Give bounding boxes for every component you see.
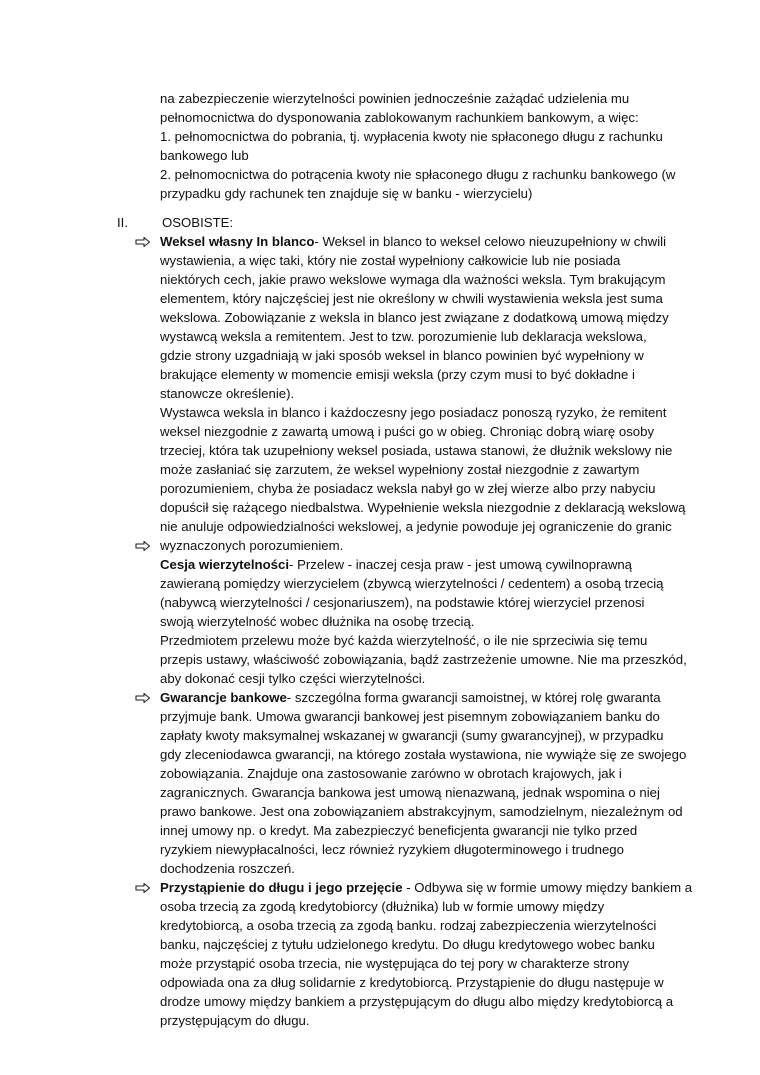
bullet-line: może przystąpić osoba trzecia, nie występująca do tej pory w charakterze strony: [160, 956, 630, 971]
bullet-line: wystawienia, a więc taki, który nie został wypełniony całkowicie lub nie posiada: [160, 253, 621, 268]
bullet-first-rest: - szczególna forma gwarancji samoistnej, w której rolę gwaranta: [286, 690, 661, 705]
bullet-first-rest: - Przelew - inaczej cesja praw - jest umową cywilnoprawną: [289, 557, 633, 572]
bullet-line: dochodzenia roszczeń.: [160, 861, 295, 876]
bullet-line: aby dokonać cesji tylko części wierzytelności.: [160, 671, 426, 686]
bullet-first-rest: - Odbywa się w formie umowy między bankiem a: [402, 880, 693, 895]
bullet-first-rest: - Weksel in blanco to weksel celowo nieuzupełniony w chwili: [314, 234, 666, 249]
bullet-line: dopuścił się rażącego niedbalstwa. Wypełnienie weksla niezgodnie z deklaracją wekslową: [160, 500, 686, 515]
bullet-line: banku, najczęściej z tytułu udzielonego kredytu. Do długu kredytowego wobec banku: [160, 937, 655, 952]
arrow-right-icon: [135, 882, 151, 894]
bullet-line: niektórych cech, jakie prawo wekslowe wymaga dla ważności weksla. Tym brakującym: [160, 272, 666, 287]
bullet-line: zawieraną pomiędzy wierzycielem (zbywcą wierzytelności / cedentem) a osobą trzecią: [160, 576, 664, 591]
bullet-line: prawo bankowe. Jest ona zobowiązaniem abstrakcyjnym, samodzielnym, niezależnym od: [160, 804, 683, 819]
bullet-first-line: [160, 688, 661, 707]
bullet-line: porozumieniem, chyba że posiadacz weksla nabył go w złej wierze albo przy nabyciu: [160, 481, 656, 496]
intro-line: przypadku gdy rachunek ten znajduje się w banku - wierzycielu): [160, 186, 533, 201]
bullet-term: Cesja wierzytelności: [160, 557, 290, 572]
bullet-line: gdy zleceniodawca gwarancji, na którego została wystawiona, nie wywiąże się ze swojego: [160, 747, 687, 762]
bullet-line: gdzie strony uzgadniają w jaki sposób weksel in blanco powinien być wypełniony w: [160, 348, 644, 363]
bullet-line: Przedmiotem przelewu może być każda wierzytelność, o ile nie sprzeciwia się temu: [160, 633, 648, 648]
bullet-term: Przystąpienie do długu i jego przejęcie: [160, 880, 403, 895]
bullet-line: przystępującym do długu.: [160, 1013, 310, 1028]
bullet-line: (nabywcą wierzytelności / cesjonariuszem), na podstawie której wierzyciel przenosi: [160, 595, 645, 610]
bullet-term: Gwarancje bankowe: [160, 690, 287, 705]
bullet-line: kredytobiorcą, a osoba trzecią za zgodą banku. rodzaj zabezpieczenia wierzytelności: [160, 918, 657, 933]
bullet-first-line: [160, 878, 692, 897]
section-title: OSOBISTE:: [162, 215, 234, 230]
bullet-line: innej umowy np. o kredyt. Ma zabezpieczyć beneficjenta gwarancji nie tylko przed: [160, 823, 638, 838]
bullet-line: stanowcze określenie).: [160, 386, 295, 401]
intro-line: bankowego lub: [160, 148, 249, 163]
bullet-line: trzeciej, która tak uzupełniony weksel posiada, ustawa stanowi, że dłużnik wekslowy nie: [160, 443, 673, 458]
bullet-term: Weksel własny In blanco: [160, 234, 315, 249]
bullet-line: elementem, który najczęściej jest nie określony w chwili wystawienia weksla jest suma: [160, 291, 663, 306]
arrow-right-icon: [135, 692, 151, 704]
bullet-line: brakujące elementy w momencie emisji weksla (przy czym musi to być dokładne i: [160, 367, 635, 382]
bullet-line: weksel niezgodnie z zawartą umową i puści go w obieg. Chroniąc dobrą wiarę osoby: [160, 424, 655, 439]
section-numeral: II.: [117, 215, 128, 230]
bullet-line: wyznaczonych porozumieniem.: [160, 538, 344, 553]
bullet-line: zobowiązania. Znajduje ona zastosowanie zarówno w obrotach krajowych, jak i: [160, 766, 622, 781]
bullet-line: zapłaty kwoty maksymalnej wskazanej w gwarancji (sumy gwarancyjnej), w przypadku: [160, 728, 664, 743]
bullet-line: zagranicznych. Gwarancja bankowa jest umową nienazwaną, jednak wspomina o niej: [160, 785, 660, 800]
bullet-line: drodze umowy między bankiem a przystępującym do długu albo między kredytobiorcą a: [160, 994, 674, 1009]
bullet-line: osoba trzecią za zgodą kredytobiorcy (dłużnika) lub w formie umowy między: [160, 899, 605, 914]
bullet-line: przyjmuje bank. Umowa gwarancji bankowej jest pisemnym zobowiązaniem banku do: [160, 709, 660, 724]
intro-line: 2. pełnomocnictwa do potrącenia kwoty nie spłaconego długu z rachunku bankowego (w: [160, 167, 676, 182]
bullet-first-line: [160, 232, 666, 251]
arrow-right-icon: [135, 540, 151, 552]
bullet-line: może zasłaniać się zarzutem, że weksel wypełniony został niezgodnie z zawartym: [160, 462, 640, 477]
bullet-line: swoją wierzytelność wobec dłużnika na osobę trzecią.: [160, 614, 475, 629]
bullet-first-line: [160, 555, 632, 574]
intro-line: pełnomocnictwa do dysponowania zablokowanym rachunkiem bankowym, a więc:: [160, 110, 639, 125]
bullet-line: nie anuluje odpowiedzialności wekslowej, a jedynie powoduje jej ograniczenie do granic: [160, 519, 672, 534]
intro-line: 1. pełnomocnictwa do pobrania, tj. wypłacenia kwoty nie spłaconego długu z rachunku: [160, 129, 663, 144]
bullet-line: odpowiada ona za dług solidarnie z kredytobiorcą. Przystąpienie do długu następuje w: [160, 975, 664, 990]
bullet-line: wekslowa. Zobowiązanie z weksla in blanco jest związane z dodatkową umową między: [160, 310, 669, 325]
intro-line: na zabezpieczenie wierzytelności powinien jednocześnie zażądać udzielenia mu: [160, 91, 630, 106]
bullet-line: przepis ustawy, właściwość zobowiązania, bądź zastrzeżenie umowne. Nie ma przeszkód,: [160, 652, 687, 667]
bullet-line: wystawcą weksla a remitentem. Jest to tzw. porozumienie lub deklaracja wekslowa,: [160, 329, 647, 344]
bullet-line: ryzykiem niewypłacalności, lecz również ryzykiem długoterminowego i trudnego: [160, 842, 624, 857]
arrow-right-icon: [135, 236, 151, 248]
bullet-line: Wystawca weksla in blanco i każdoczesny jego posiadacz ponoszą ryzyko, że remitent: [160, 405, 667, 420]
